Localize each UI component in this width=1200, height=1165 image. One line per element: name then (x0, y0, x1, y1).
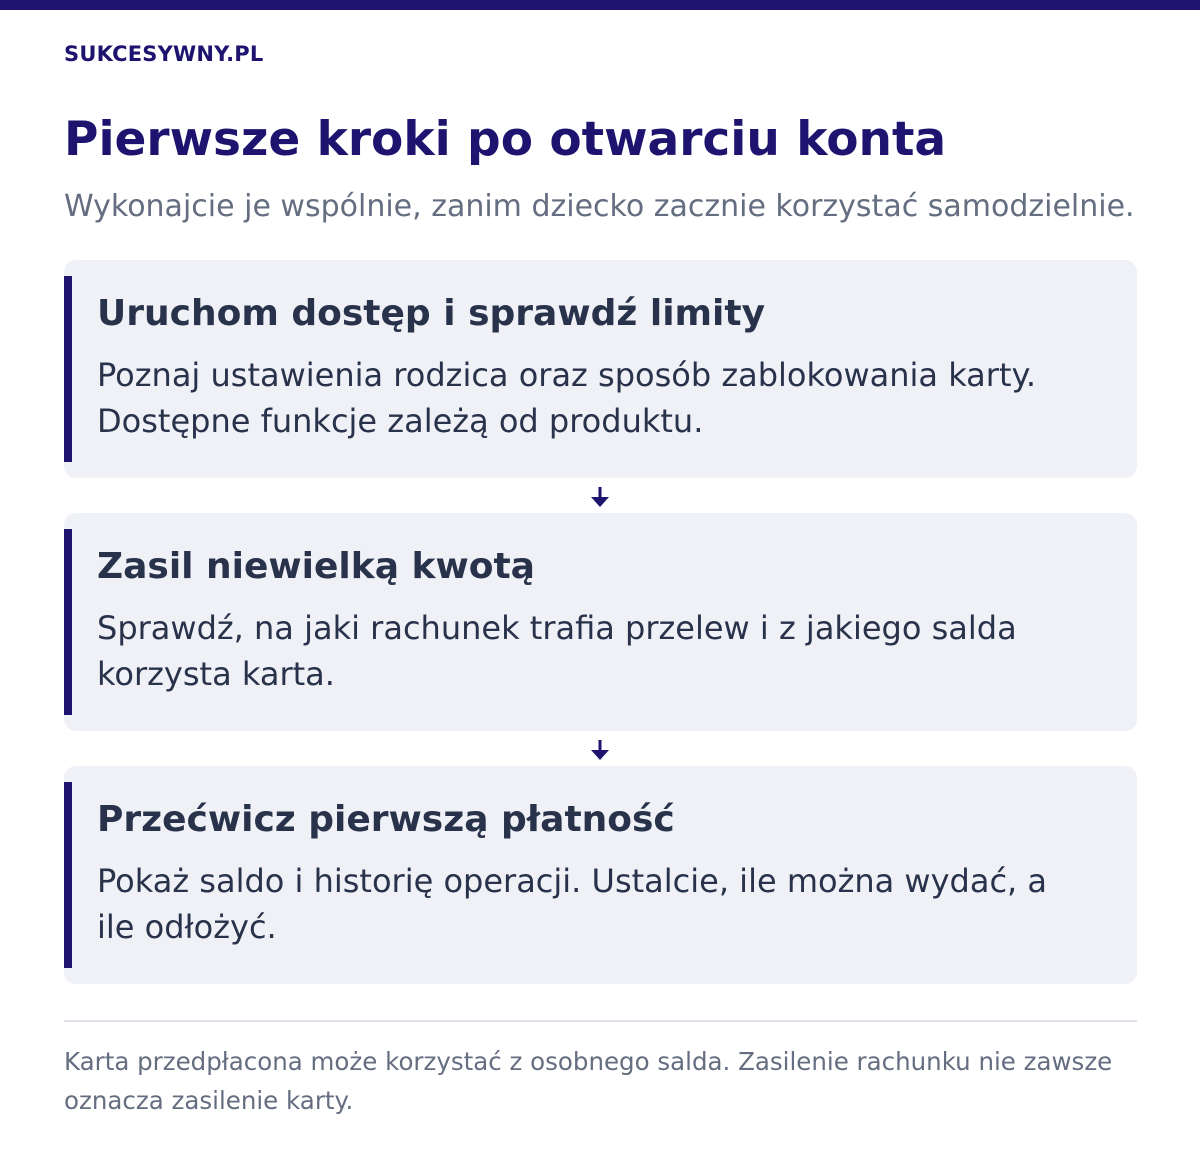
step-card-accent (64, 276, 72, 462)
step-title: Uruchom dostęp i sprawdź limity (97, 293, 766, 334)
step-card-accent (64, 782, 72, 968)
page-subtitle: Wykonajcie je wspólnie, zanim dziecko zacznie korzystać samodzielnie. (64, 189, 1135, 224)
arrow-down-icon (588, 738, 612, 762)
step-card-accent (64, 529, 72, 715)
page-title: Pierwsze kroki po otwarciu konta (64, 112, 947, 167)
footer-divider (64, 1020, 1137, 1022)
step-title: Przećwicz pierwszą płatność (97, 799, 675, 840)
top-accent-bar (0, 0, 1200, 10)
step-description: Sprawdź, na jaki rachunek trafia przelew i z jakiego salda korzysta karta. (97, 609, 1017, 693)
step-card-1 (64, 260, 1137, 478)
step-description: Pokaż saldo i historię operacji. Ustalcie, ile można wydać, a ile odłożyć. (97, 862, 1047, 946)
arrow-down-icon (588, 485, 612, 509)
brand-logo: SUKCESYWNY.PL (64, 42, 264, 66)
step-title: Zasil niewielką kwotą (97, 546, 535, 587)
step-description: Poznaj ustawienia rodzica oraz sposób zablokowania karty. Dostępne funkcje zależą od produktu. (97, 356, 1037, 440)
footnote: Karta przedpłacona może korzystać z osobnego salda. Zasilenie rachunku nie zawsze oznacza zasilenie karty. (64, 1047, 1113, 1115)
step-card-2 (64, 513, 1137, 731)
step-card-3 (64, 766, 1137, 984)
